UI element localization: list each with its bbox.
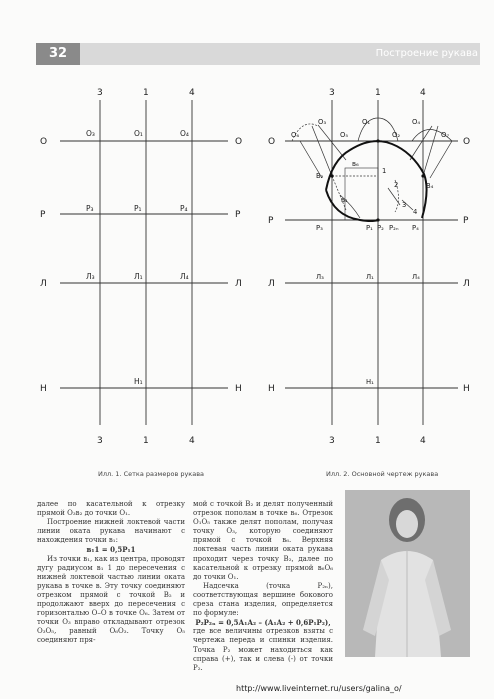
fig2-row-label-p: Р — [268, 216, 274, 226]
fig1-row-label-p-right: Р — [235, 210, 241, 220]
fig1-col-label-3-bottom: 3 — [97, 436, 103, 446]
fig2-point-o4: О₄ — [412, 118, 421, 126]
fig1-point-l1: Л₁ — [134, 272, 143, 281]
fig2-row-label-o: О — [268, 137, 276, 147]
fig1-col-label-1: 1 — [143, 88, 149, 98]
fig1-point-o3: О₃ — [86, 129, 95, 138]
fig2-point-l4: Л₄ — [412, 273, 420, 281]
formula: в₁1 = 0,5Р₁1 — [86, 545, 136, 555]
fig2-point-o2: О₂ — [392, 131, 401, 139]
fig2-point-p3: Р₃ — [316, 224, 323, 232]
fig2-point-h1: Н₁ — [366, 378, 374, 386]
fig1-row-label-l: Л — [40, 279, 47, 289]
fig2-point-p2n: Р₂ₙ — [389, 224, 399, 232]
fig2-point-l3: Л₃ — [316, 273, 324, 281]
paragraph: мой с точкой В₂ и делят полученный отрезок пополам в точке в₆. Отрезок О₁О₅ также делят пополам, получая точку О₃, которую соединяют прямой с точкой в₆. Верхняя локтевая часть линии оката рукава проходит через точку В₂, далее по касательной к отрезку прямой в₆О₆ до точки О₁. — [193, 500, 333, 581]
fig1-grid — [60, 100, 228, 425]
fig1-row-label-o-right: О — [235, 137, 243, 147]
fig2-grid — [285, 100, 458, 425]
fig2-point-n3: 3 — [402, 201, 407, 209]
fig1-col-label-1-bottom: 1 — [143, 436, 149, 446]
fig1-point-o4: О₄ — [180, 129, 189, 138]
fig2-row-label-l: Л — [268, 279, 275, 289]
fig2-col-label-1-bottom: 1 — [375, 436, 381, 446]
fig2-row-label-o-right: О — [463, 137, 471, 147]
fig2-col-label-4-bottom: 4 — [420, 436, 426, 446]
fig2-col-label-1: 1 — [375, 88, 381, 98]
fig2-point-n2: 2 — [394, 181, 399, 189]
fig2-point-b4: В₄ — [426, 182, 434, 190]
fig1-col-label-4-bottom: 4 — [189, 436, 195, 446]
fig1-col-label-4: 4 — [189, 88, 195, 98]
fig1-point-h1: Н₁ — [134, 377, 143, 386]
fig2-point-n4: 4 — [413, 208, 418, 216]
fig2-point-o3: О₃ — [318, 118, 327, 126]
fig2-point-l1: Л₁ — [366, 273, 374, 281]
fig2-row-label-l-right: Л — [463, 279, 470, 289]
page-number: 32 — [36, 43, 80, 65]
fig1-point-o1: О₁ — [134, 129, 143, 138]
fig2-point-n1: 1 — [382, 167, 387, 175]
fig2-construction — [292, 118, 452, 220]
model-photo — [345, 490, 470, 657]
fig1-point-l3: Л₃ — [86, 272, 95, 281]
fig1-row-label-o: О — [40, 137, 48, 147]
watermark-url[interactable]: http://www.liveinternet.ru/users/galina_o/ — [236, 684, 402, 693]
fig2-point-b6: в₆ — [352, 160, 359, 168]
fig2-point-p4: Р₄ — [412, 224, 419, 232]
fig2-point-b1: в₁ — [341, 196, 348, 204]
fig2-point-p2: Р₂ — [377, 224, 384, 232]
fig1-col-label-3: 3 — [97, 88, 103, 98]
fig2-col-label-4: 4 — [420, 88, 426, 98]
fig2-row-label-p-right: Р — [463, 216, 469, 226]
fig2-row-label-n-right: Н — [463, 384, 470, 394]
fig2-point-o7: О₇ — [441, 131, 450, 139]
fig2-point-o6: О₆ — [291, 131, 300, 139]
fig2-col-label-3-bottom: 3 — [329, 436, 335, 446]
fig1-point-p4: Р₄ — [180, 204, 188, 213]
fig2-point-o1: О₁ — [362, 118, 371, 126]
fig1-row-label-l-right: Л — [235, 279, 242, 289]
fig2-point-p1: Р₁ — [366, 224, 373, 232]
fig2-point-o5: О₅ — [340, 131, 349, 139]
paragraph: далее по касательной к отрезку прямой О₃в₂ до точки О₁. — [37, 500, 185, 518]
fig1-point-p3: Р₃ — [86, 204, 94, 213]
fig1-row-label-n-right: Н — [235, 384, 242, 394]
fig2-row-label-n: Н — [268, 384, 275, 394]
paragraph: Из точки в₁, как из центра, проводят дугу радиусом в₁ 1 до пересечения с нижней локтевой частью линии оката рукава в точке в. Эту точку соединяют отрезком прямой с точкой В₂ и продолжают вверх до пересечения с горизонталью О–О в точке О₆. Затем от точки О₃ вправо откладывают отрезок О₃О₅, равный О₆О₃. Точку О₅ соединяют пря- — [37, 554, 185, 645]
fig1-point-l4: Л₄ — [180, 272, 189, 281]
fig2-point-b2: В₂ — [316, 172, 324, 180]
fig2-col-label-3: 3 — [329, 88, 335, 98]
paragraph: Построение нижней локтевой части линии оката рукава начинают с нахождения точки в₁: — [37, 518, 185, 545]
paragraph: Надсечка (точка Р₂ₙ), соответствующая вершине бокового среза стана изделия, определяется по формуле: — [193, 581, 333, 618]
section-title: Построение рукава — [375, 48, 478, 59]
text-column-right — [193, 500, 333, 673]
fig2-caption: Илл. 2. Основной чертеж рукава — [326, 470, 439, 478]
formula: Р₂Р₂ₙ = 0,5А₁А₂ – (А₁А₂ + 0,6Р₁Р₂), — [195, 618, 331, 628]
fig1-caption: Илл. 1. Сетка размеров рукава — [98, 470, 205, 478]
paragraph: где все величины отрезков взяты с чертежа переда и спинки изделия. Точка Р₂ может находиться как справа (+), так и слева (-) от точки Р₂. — [193, 627, 333, 672]
fig1-point-p1: Р₁ — [134, 204, 142, 213]
fig1-row-label-n: Н — [40, 384, 47, 394]
fig1-row-label-p: Р — [40, 210, 46, 220]
text-column-left — [37, 500, 185, 646]
